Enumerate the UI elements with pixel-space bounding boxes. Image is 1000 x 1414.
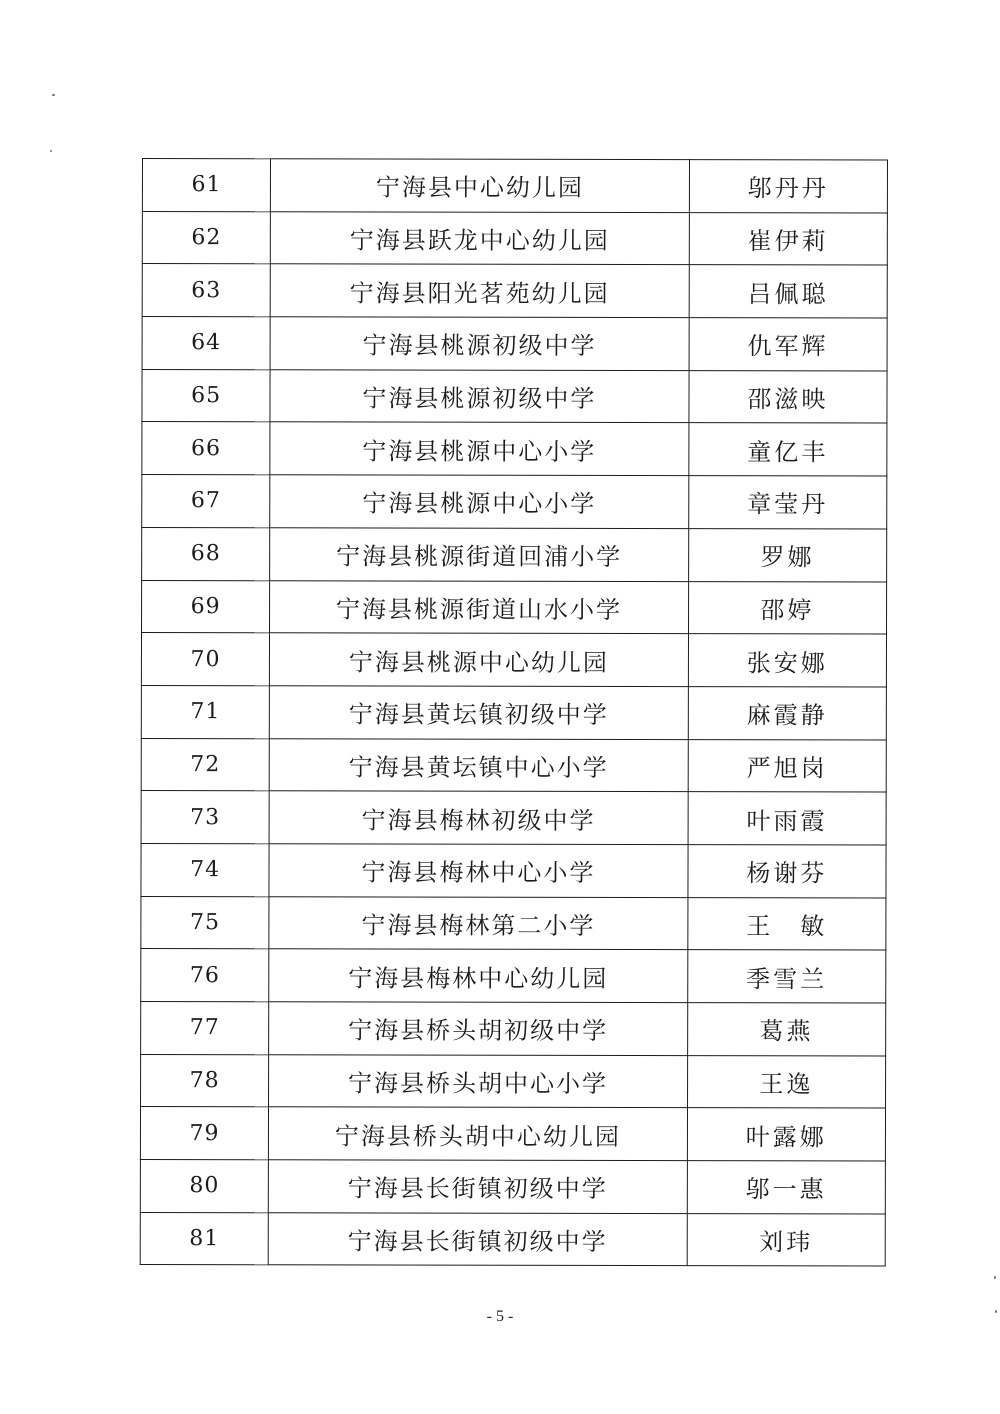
person-name-cell: 季雪兰 — [687, 950, 885, 1003]
scan-speck — [52, 94, 55, 96]
roster-table — [140, 158, 888, 1267]
row-number-cell: 80 — [140, 1160, 268, 1213]
school-name-cell: 宁海县桃源中心幼儿园 — [270, 633, 689, 687]
row-number-cell: 62 — [142, 211, 270, 264]
table-row — [142, 527, 887, 581]
row-number-cell: 71 — [141, 685, 269, 738]
row-number-cell: 63 — [142, 264, 270, 317]
table-row — [140, 1212, 885, 1266]
school-name-cell: 宁海县黄坛镇初级中学 — [269, 686, 688, 740]
table-row — [142, 475, 887, 529]
table-row — [142, 580, 887, 634]
row-number-cell: 66 — [142, 422, 270, 475]
school-name-cell: 宁海县长街镇初级中学 — [268, 1213, 687, 1267]
person-name-cell: 严旭岗 — [688, 739, 886, 792]
person-name-cell: 邵婷 — [688, 581, 886, 634]
school-name-cell: 宁海县桃源初级中学 — [270, 317, 689, 371]
person-name-cell: 刘玮 — [687, 1213, 885, 1266]
table-row — [141, 843, 886, 897]
row-number-cell: 79 — [140, 1107, 268, 1160]
person-name-cell: 仇军辉 — [689, 318, 887, 371]
table-row — [142, 369, 887, 423]
row-number-cell: 77 — [141, 1001, 269, 1054]
school-name-cell: 宁海县桃源中心小学 — [270, 422, 689, 476]
row-number-cell: 69 — [142, 580, 270, 633]
person-name-cell: 叶露娜 — [687, 1108, 885, 1161]
row-number-cell: 72 — [141, 738, 269, 791]
person-name-cell: 崔伊莉 — [689, 212, 887, 265]
table-row — [142, 159, 887, 213]
table-row — [141, 791, 886, 845]
table-row — [141, 1001, 886, 1055]
school-name-cell: 宁海县跃龙中心幼儿园 — [270, 211, 689, 265]
row-number-cell: 75 — [141, 896, 269, 949]
table-row — [141, 949, 886, 1003]
row-number-cell: 68 — [142, 527, 270, 580]
table-row — [142, 317, 887, 371]
row-number-cell: 81 — [140, 1212, 268, 1265]
school-name-cell: 宁海县桃源中心小学 — [270, 475, 689, 529]
page-number: - 5 - — [486, 1308, 514, 1325]
school-name-cell: 宁海县桃源街道山水小学 — [270, 580, 689, 634]
person-name-cell: 王逸 — [687, 1055, 885, 1108]
table-row — [142, 211, 887, 265]
table-row — [141, 1054, 886, 1108]
person-name-cell: 张安娜 — [688, 634, 886, 687]
person-name-cell: 麻霞静 — [688, 687, 886, 740]
school-name-cell: 宁海县桃源初级中学 — [270, 370, 689, 424]
school-name-cell: 宁海县桃源街道回浦小学 — [270, 528, 689, 582]
table-row — [142, 264, 887, 318]
row-number-cell: 78 — [141, 1054, 269, 1107]
person-name-cell: 邬一惠 — [687, 1161, 885, 1214]
person-name-cell: 葛燕 — [687, 1003, 885, 1056]
table-row — [142, 422, 887, 476]
person-name-cell: 杨谢芬 — [688, 845, 886, 898]
table-row — [141, 738, 886, 792]
school-name-cell: 宁海县桥头胡中心幼儿园 — [269, 1107, 688, 1161]
school-name-cell: 宁海县桥头胡中心小学 — [269, 1054, 688, 1108]
roster-table-body — [140, 159, 887, 1267]
row-number-cell: 73 — [141, 791, 269, 844]
school-name-cell: 宁海县桥头胡初级中学 — [269, 1002, 688, 1056]
row-number-cell: 70 — [141, 633, 269, 686]
person-name-cell: 邬丹丹 — [689, 160, 887, 213]
school-name-cell: 宁海县梅林中心幼儿园 — [269, 949, 688, 1003]
school-name-cell: 宁海县梅林初级中学 — [269, 791, 688, 845]
scan-speck — [50, 150, 52, 152]
school-name-cell: 宁海县黄坛镇中心小学 — [269, 738, 688, 792]
school-name-cell: 宁海县长街镇初级中学 — [268, 1160, 687, 1214]
row-number-cell: 61 — [142, 159, 270, 212]
person-name-cell: 吕佩聪 — [689, 265, 887, 318]
school-name-cell: 宁海县梅林中心小学 — [269, 844, 688, 898]
table-row — [140, 1107, 885, 1161]
person-name-cell: 王 敏 — [688, 897, 886, 950]
school-name-cell: 宁海县阳光茗苑幼儿园 — [270, 264, 689, 318]
table-row — [140, 1160, 885, 1214]
scan-speck — [994, 1276, 996, 1279]
row-number-cell: 76 — [141, 949, 269, 1002]
person-name-cell: 罗娜 — [688, 528, 886, 581]
person-name-cell: 章莹丹 — [688, 476, 886, 529]
row-number-cell: 67 — [142, 475, 270, 528]
row-number-cell: 65 — [142, 369, 270, 422]
person-name-cell: 邵滋映 — [689, 370, 887, 423]
table-row — [141, 685, 886, 739]
person-name-cell: 童亿丰 — [689, 423, 887, 476]
row-number-cell: 74 — [141, 843, 269, 896]
school-name-cell: 宁海县梅林第二小学 — [269, 896, 688, 950]
table-row — [141, 896, 886, 950]
table-row — [141, 633, 886, 687]
row-number-cell: 64 — [142, 317, 270, 370]
school-name-cell: 宁海县中心幼儿园 — [271, 159, 690, 213]
person-name-cell: 叶雨霞 — [688, 792, 886, 845]
